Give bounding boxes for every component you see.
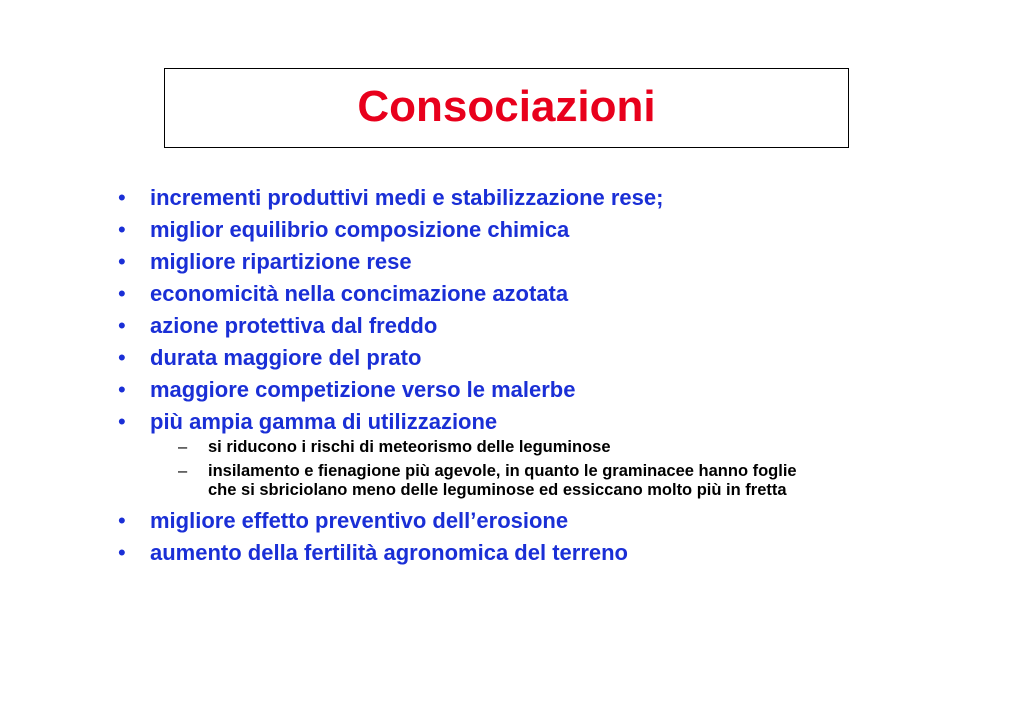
bullet-item xyxy=(118,505,978,537)
bullet-item xyxy=(118,406,978,438)
slide-title: Consociazioni xyxy=(357,82,656,131)
bullet-list xyxy=(118,182,978,569)
sub-bullet-item xyxy=(118,438,978,457)
bullet-text: maggiore competizione verso le malerbe xyxy=(150,377,576,402)
dash-icon: – xyxy=(178,462,188,480)
sub-bullet-list xyxy=(118,438,978,500)
title-box xyxy=(164,68,849,148)
bullet-item xyxy=(118,214,978,246)
bullet-item xyxy=(118,246,978,278)
bullet-item xyxy=(118,182,978,214)
bullet-text: economicità nella concimazione azotata xyxy=(150,281,569,306)
bullet-icon: • xyxy=(118,508,126,533)
bullet-text: durata maggiore del prato xyxy=(150,345,422,370)
bullet-icon: • xyxy=(118,249,126,274)
bullet-item xyxy=(118,374,978,406)
bullet-icon: • xyxy=(118,217,126,242)
sub-bullet-text: insilamento e fienagione più agevole, in quanto le graminacee hanno foglie xyxy=(208,462,797,480)
bullet-text: incrementi produttivi medi e stabilizzazione rese; xyxy=(150,185,664,210)
bullet-icon: • xyxy=(118,409,126,434)
bullet-item xyxy=(118,342,978,374)
bullet-text: aumento della fertilità agronomica del terreno xyxy=(150,540,628,565)
dash-icon: – xyxy=(178,438,188,456)
bullet-icon: • xyxy=(118,185,126,210)
bullet-icon: • xyxy=(118,540,126,565)
bullet-text: azione protettiva dal freddo xyxy=(150,313,438,338)
sub-bullet-text-continued: che si sbriciolano meno delle leguminose ed essiccano molto più in fretta xyxy=(208,481,787,499)
bullet-icon: • xyxy=(118,281,126,306)
bullet-item xyxy=(118,537,978,569)
bullet-text: migliore effetto preventivo dell’erosione xyxy=(150,508,569,533)
sub-bullet-text: si riducono i rischi di meteorismo delle leguminose xyxy=(208,438,611,456)
bullet-icon: • xyxy=(118,345,126,370)
bullet-icon: • xyxy=(118,377,126,402)
bullet-text: più ampia gamma di utilizzazione xyxy=(150,409,498,434)
sub-bullet-item xyxy=(118,462,978,500)
bullet-item xyxy=(118,310,978,342)
bullet-text: miglior equilibrio composizione chimica xyxy=(150,217,570,242)
bullet-text: migliore ripartizione rese xyxy=(150,249,412,274)
bullet-icon: • xyxy=(118,313,126,338)
bullet-item xyxy=(118,278,978,310)
sub-list-container xyxy=(118,438,978,500)
